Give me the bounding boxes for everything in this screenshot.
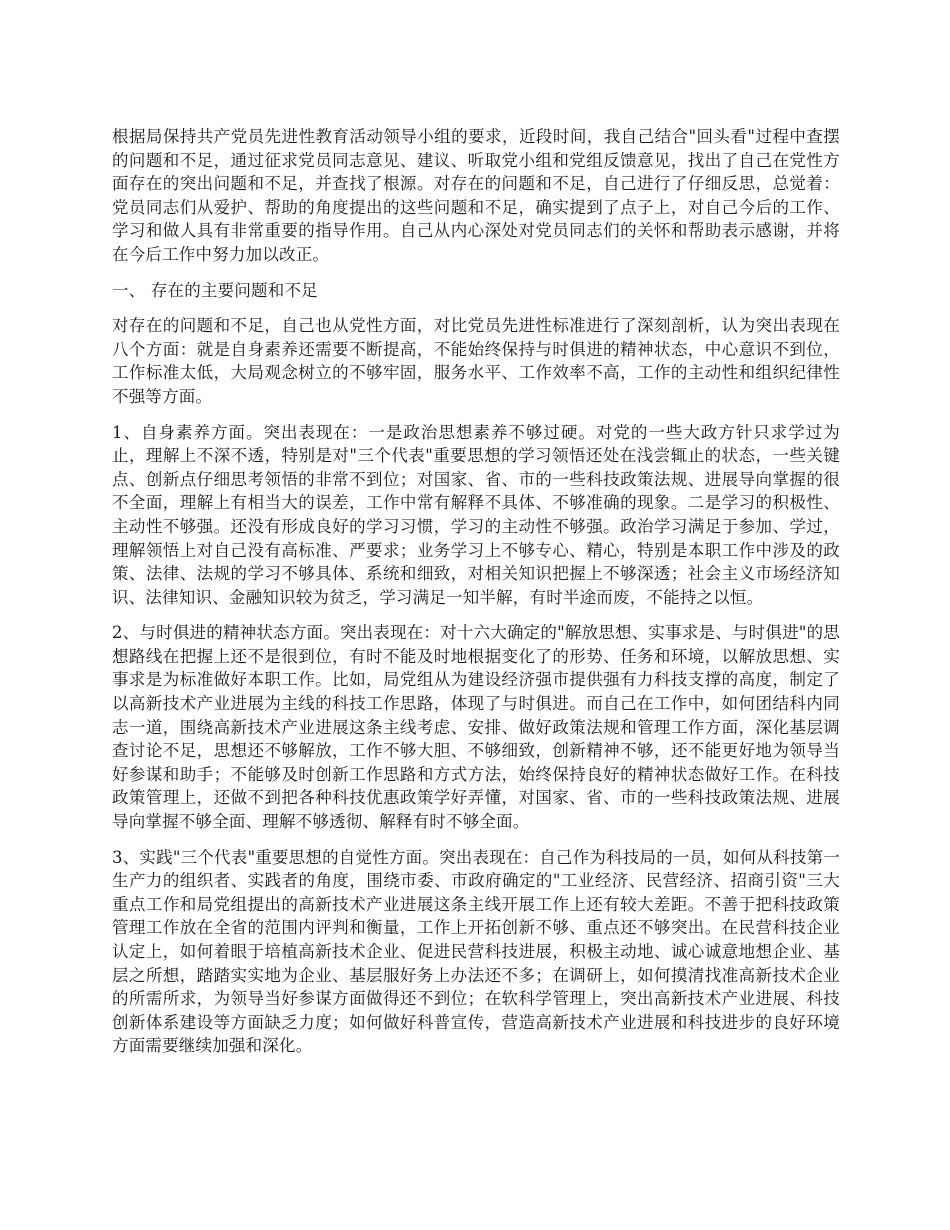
item-2-paragraph: 2、与时俱进的精神状态方面。突出表现在：对十六大确定的"解放思想、实事求是、与时俱进"的思想路线在把握上还不是很到位，有时不能及时地根据变化了的形势、任务和环境，以解放思想、实事求是为标准做好本职工作。比如，局党组从为建设经济强市提供强有力科技支撑的高度，制定了以高新技术产业进展为主线的科技工作思路，体现了与时俱进。而自己在工作中，如何团结科内同志一道，围绕高新技术产业进展这条主线考虑、安排、做好政策法规和管理工作方面，深化基层调查讨论不足，思想还不够解放，工作不够大胆、不够细致，创新精神不够，还不能更好地为领导当好参谋和助手；不能够及时创新工作思路和方式方法，始终保持良好的精神状态做好工作。在科技政策管理上，还做不到把各种科技优惠政策学好弄懂，对国家、省、市的一些科技政策法规、进展导向掌握不够全面、理解不够透彻、解释有时不够全面。 <box>112 623 840 832</box>
document-body <box>112 125 840 1070</box>
section-heading: 一、 存在的主要问题和不足 <box>112 280 318 300</box>
intro-paragraph: 根据局保持共产党员先进性教育活动领导小组的要求，近段时间，我自己结合"回头看"过程中查摆的问题和不足，通过征求党员同志意见、建议、听取党小组和党组反馈意见，找出了自己在党性方面存在的突出问题和不足，并查找了根源。对存在的问题和不足，自己进行了仔细反思，总觉着：党员同志们从爱护、帮助的角度提出的这些问题和不足，确实提到了点子上，对自己今后的工作、学习和做人具有非常重要的指导作用。自己从内心深处对党员同志们的关怀和帮助表示感谢，并将在今后工作中努力加以改正。 <box>112 127 840 264</box>
item-3-paragraph: 3、实践"三个代表"重要思想的自觉性方面。突出表现在：自己作为科技局的一员，如何从科技第一生产力的组织者、实践者的角度，围绕市委、市政府确定的"工业经济、民营经济、招商引资"三大重点工作和局党组提出的高新技术产业进展这条主线开展工作上还有较大差距。不善于把科技政策管理工作放在全省的范围内评判和衡量，工作上开拓创新不够、重点还不够突出。在民营科技企业认定上，如何着眼于培植高新技术企业、促进民营科技进展，积极主动地、诚心诚意地想企业、基层之所想，踏踏实实地为企业、基层服好务上办法还不多；在调研上，如何摸清找准高新技术企业的所需所求，为领导当好参谋方面做得还不到位；在软科学管理上，突出高新技术产业进展、科技创新体系建设等方面缺乏力度；如何做好科普宣传，营造高新技术产业进展和科技进步的良好环境方面需要继续加强和深化。 <box>112 847 840 1056</box>
item-1-paragraph: 1、自身素养方面。突出表现在：一是政治思想素养不够过硬。对党的一些大政方针只求学过为止，理解上不深不透，特别是对"三个代表"重要思想的学习领悟还处在浅尝辄止的状态，一些关键点、创新点仔细思考领悟的非常不到位；对国家、省、市的一些科技政策法规、进展导向掌握的很不全面，理解上有相当大的误差，工作中常有解释不具体、不够准确的现象。二是学习的积极性、主动性不够强。还没有形成良好的学习习惯，学习的主动性不够强。政治学习满足于参加、学过，理解领悟上对自己没有高标准、严要求；业务学习上不够专心、精心，特别是本职工作中涉及的政策、法律、法规的学习不够具体、系统和细致，对相关知识把握上不够深透；社会主义市场经济知识、法律知识、金融知识较为贫乏，学习满足一知半解，有时半途而废，不能持之以恒。 <box>112 422 840 607</box>
overview-paragraph: 对存在的问题和不足，自己也从党性方面，对比党员先进性标准进行了深刻剖析，认为突出表现在八个方面：就是自身素养还需要不断提高，不能始终保持与时俱进的精神状态，中心意识不到位，工作标准太低，大局观念树立的不够牢固，服务水平、工作效率不高，工作的主动性和组织纪律性不强等方面。 <box>112 316 840 406</box>
